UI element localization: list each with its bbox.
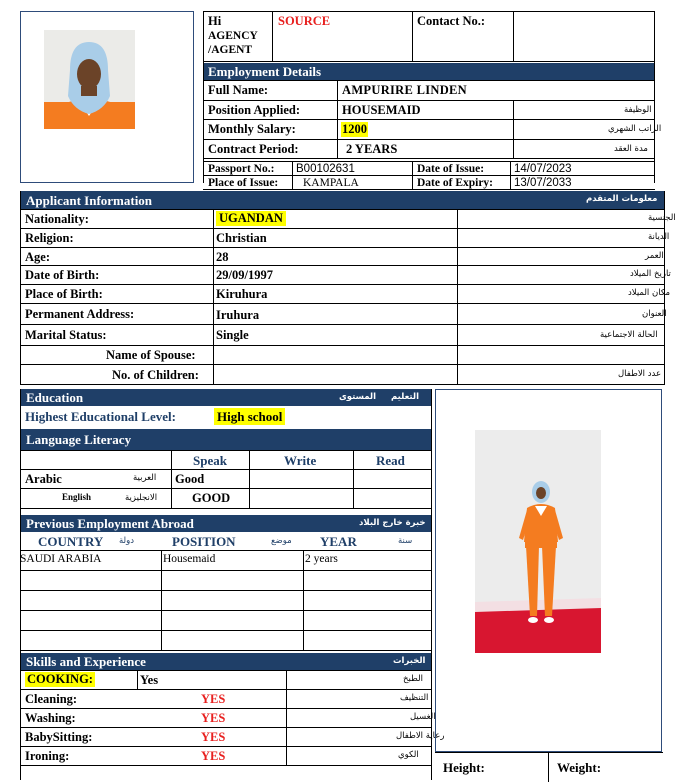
position-value: HOUSEMAID [342, 103, 421, 117]
contact-label: Contact No.: [417, 14, 486, 28]
pob-label: Place of Birth: [25, 287, 103, 301]
spouse-label: Name of Spouse: [106, 348, 196, 362]
expiry-label: Date of Expiry: [417, 177, 494, 189]
read-col: Read [376, 453, 405, 468]
lang-arabic-speak: Good [175, 472, 205, 486]
dob-value: 29/09/1997 [216, 268, 273, 282]
nationality-label: Nationality: [25, 212, 89, 226]
contract-ar: مدة العقد [614, 144, 648, 154]
portrait-photo [44, 30, 135, 129]
passport-value: B00102631 [296, 163, 355, 175]
marital-ar: الحالة الاجتماعية [600, 330, 658, 340]
agent-label: /AGENT [208, 44, 253, 56]
weight-label: Weight: [557, 760, 602, 775]
col-country-ar: دولة [119, 536, 135, 546]
skill-cooking-label: COOKING: [27, 672, 93, 686]
skill-cooking-ar: الطبخ [403, 674, 423, 684]
full-name-label: Full Name: [208, 83, 269, 97]
fullbody-photo [475, 430, 601, 653]
skill-babysitting-label: BabySitting: [25, 730, 93, 744]
speak-col: Speak [193, 453, 227, 468]
education-header: Education المستوى التعليم [21, 389, 431, 406]
employment-header: Employment Details [204, 63, 654, 80]
address-ar: العنوان [642, 309, 667, 319]
skill-ironing-ar: الكوي [398, 750, 419, 760]
issue-date-value: 14/07/2023 [514, 163, 572, 175]
contract-label: Contract Period: [208, 142, 299, 156]
marital-value: Single [216, 328, 249, 342]
contract-value: 2 YEARS [346, 142, 398, 156]
religion-value: Christian [216, 231, 267, 245]
edu-level-label: Highest Educational Level: [25, 409, 176, 424]
lang-english-speak: GOOD [192, 491, 231, 505]
salary-ar: الراتب الشهري [608, 124, 662, 134]
skill-cleaning-ar: التنظيف [400, 693, 429, 703]
col-year-ar: سنة [398, 536, 413, 546]
edu-level-value: High school [214, 408, 285, 425]
position-label: Position Applied: [208, 103, 301, 117]
skill-babysitting-value: YES [201, 730, 226, 744]
col-year: YEAR [320, 534, 357, 549]
children-label: No. of Children: [112, 368, 199, 382]
religion-ar: الديانة [648, 232, 670, 242]
col-position-ar: موضع [271, 536, 292, 546]
skill-washing-ar: الغسيل [410, 712, 436, 722]
skill-washing-label: Washing: [25, 711, 76, 725]
skill-cooking-value: Yes [140, 673, 159, 687]
place-issue-value: KAMPALA [303, 177, 359, 189]
prev-country: SAUDI ARABIA [20, 553, 102, 565]
prev-year: 2 years [305, 553, 338, 565]
write-col: Write [284, 453, 317, 468]
source-label: SOURCE [278, 14, 331, 28]
applicant-header: Applicant Information معلومات المتقدم [21, 191, 664, 209]
place-issue-label: Place of Issue: [208, 177, 279, 189]
skills-header: Skills and Experience الخبرات [21, 653, 431, 670]
prev-position: Housemaid [163, 553, 216, 565]
religion-label: Religion: [25, 231, 74, 245]
age-label: Age: [25, 250, 50, 264]
pob-value: Kiruhura [216, 287, 268, 301]
lang-english: English [62, 492, 92, 502]
pob-ar: مكان الميلاد [628, 288, 671, 298]
lang-arabic: Arabic [25, 472, 62, 486]
nationality-value: UGANDAN [216, 211, 286, 226]
col-country: COUNTRY [38, 534, 104, 549]
dob-ar: تاريخ الميلاد [630, 269, 671, 279]
skill-washing-value: YES [201, 711, 226, 725]
position-ar: الوظيفة [624, 105, 652, 115]
age-value: 28 [216, 250, 229, 264]
agency-label: AGENCY [208, 30, 258, 42]
skill-cleaning-label: Cleaning: [25, 692, 78, 706]
height-label: Height: [443, 760, 485, 775]
skill-ironing-label: Ironing: [25, 749, 70, 763]
salary-value: 1200 [342, 122, 367, 136]
issue-date-label: Date of Issue: [417, 163, 485, 175]
nationality-ar: الجنسية [648, 213, 676, 223]
skill-cleaning-value: YES [201, 692, 226, 706]
expiry-value: 13/07/2033 [514, 177, 572, 189]
lang-english-ar: الانجليزية [125, 493, 158, 503]
skill-babysitting-ar: رعاية الاطفال [396, 731, 445, 741]
address-value: Iruhura [216, 308, 260, 322]
marital-label: Marital Status: [25, 328, 107, 342]
children-ar: عدد الاطفال [618, 369, 662, 379]
salary-label: Monthly Salary: [208, 122, 296, 136]
full-name-value: AMPURIRE LINDEN [342, 83, 467, 97]
hi-label: Hi [208, 14, 222, 28]
lang-arabic-ar: العربية [133, 473, 157, 483]
col-position: POSITION [172, 534, 236, 549]
dob-label: Date of Birth: [25, 268, 100, 282]
address-label: Permanent Address: [25, 307, 135, 321]
previous-header: Previous Employment Abroad خبرة خارج البلاد [21, 515, 431, 532]
language-header: Language Literacy [21, 429, 431, 450]
age-ar: العمر [645, 251, 664, 261]
skill-ironing-value: YES [201, 749, 226, 763]
passport-label: Passport No.: [208, 163, 275, 175]
